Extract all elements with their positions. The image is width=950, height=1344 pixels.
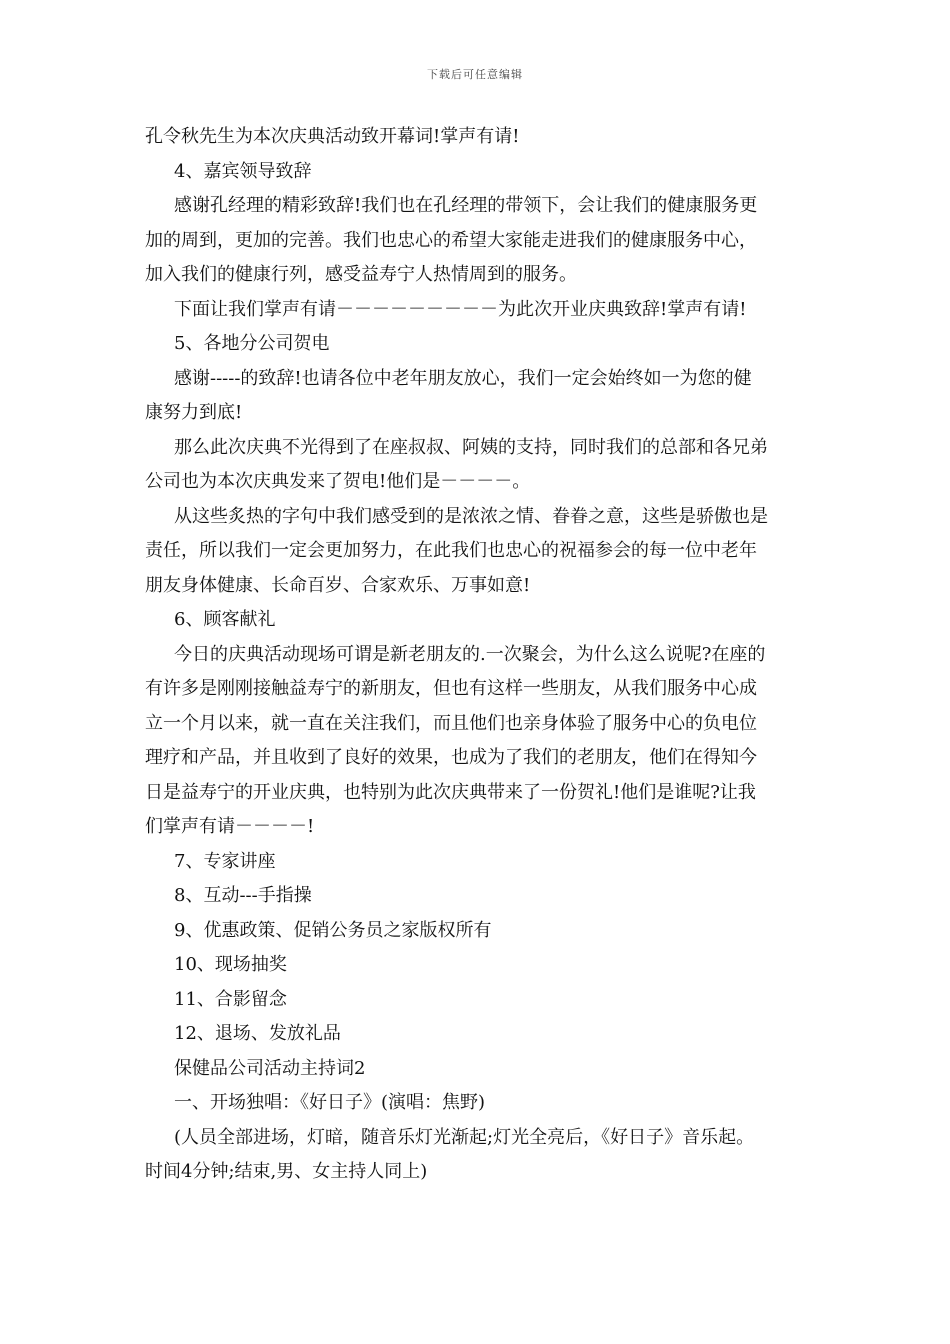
section-heading: 7、专家讲座 <box>174 850 276 872</box>
text-line: 们掌声有请－－－－! <box>145 816 315 837</box>
text-line: 加入我们的健康行列，感受益寿宁人热情周到的服务。 <box>145 264 577 285</box>
text-line: 有许多是刚刚接触益寿宁的新朋友，但也有这样一些朋友，从我们服务中心成 <box>145 678 757 699</box>
section-heading: 4、嘉宾领导致辞 <box>174 160 312 182</box>
page-header: 下载后可任意编辑 <box>427 68 523 81</box>
document-title: 保健品公司活动主持词2 <box>174 1057 366 1079</box>
text-line: 责任，所以我们一定会更加努力，在此我们也忠心的祝福参会的每一位中老年 <box>145 540 757 561</box>
text-line: 理疗和产品，并且收到了良好的效果，也成为了我们的老朋友，他们在得知今 <box>145 747 757 768</box>
text-line: 立一个月以来，就一直在关注我们，而且他们也亲身体验了服务中心的负电位 <box>145 712 757 734</box>
section-heading: 12、退场、发放礼品 <box>174 1023 341 1044</box>
section-heading: 5、各地分公司贺电 <box>174 333 330 354</box>
section-heading: 6、顾客献礼 <box>174 609 276 630</box>
section-heading: 10、现场抽奖 <box>174 954 287 975</box>
text-line: 感谢-----的致辞!也请各位中老年朋友放心，我们一定会始终如一为您的健 <box>174 367 752 389</box>
text-line: 感谢孔经理的精彩致辞!我们也在孔经理的带领下，会让我们的健康服务更 <box>174 195 758 216</box>
text-line: 从这些炙热的字句中我们感受到的是浓浓之情、眷眷之意，这些是骄傲也是 <box>174 505 768 527</box>
text-line: 下面让我们掌声有请－－－－－－－－－为此次开业庆典致辞!掌声有请! <box>174 298 747 320</box>
text-line: 今日的庆典活动现场可谓是新老朋友的.一次聚会，为什么这么说呢?在座的 <box>174 643 766 665</box>
document-body <box>145 120 808 1190</box>
text-line: 孔令秋先生为本次庆典活动致开幕词!掌声有请! <box>145 126 520 147</box>
text-line: (人员全部进场，灯暗，随音乐灯光渐起;灯光全亮后，《好日子》音乐起。 <box>174 1126 755 1148</box>
section-heading: 8、互动---手指操 <box>174 885 312 906</box>
text-line: 公司也为本次庆典发来了贺电!他们是－－－－。 <box>145 471 531 492</box>
text-line: 那么此次庆典不光得到了在座叔叔、阿姨的支持，同时我们的总部和各兄弟 <box>174 436 768 458</box>
section-heading: 11、合影留念 <box>174 988 287 1010</box>
text-line: 康努力到底! <box>145 402 243 423</box>
section-heading: 一、开场独唱：《好日子》(演唱：焦野) <box>174 1092 486 1113</box>
section-heading: 9、优惠政策、促销公务员之家版权所有 <box>174 919 492 941</box>
text-line: 时间4分钟;结束,男、女主持人同上) <box>145 1161 428 1182</box>
text-line: 朋友身体健康、长命百岁、合家欢乐、万事如意! <box>145 574 531 596</box>
text-line: 日是益寿宁的开业庆典，也特别为此次庆典带来了一份贺礼!他们是谁呢?让我 <box>145 781 756 803</box>
text-line: 加的周到，更加的完善。我们也忠心的希望大家能走进我们的健康服务中心， <box>145 229 757 251</box>
